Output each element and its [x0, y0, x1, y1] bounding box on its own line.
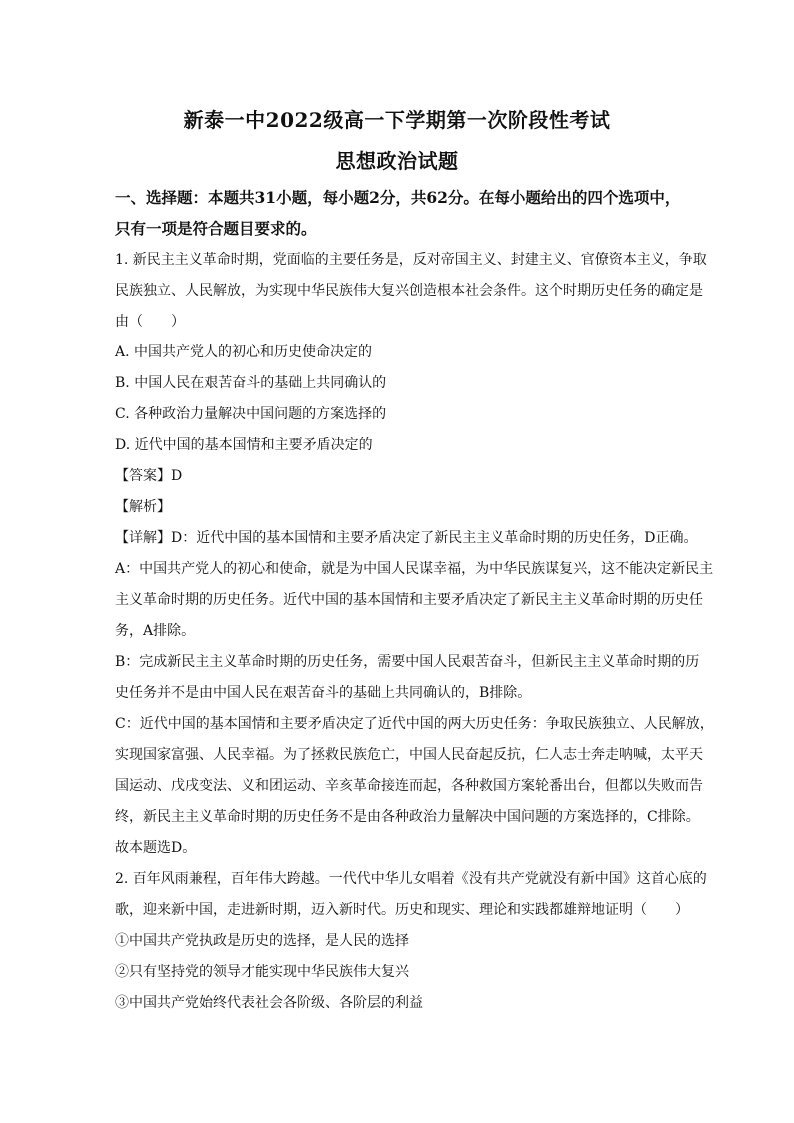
analysis-line: C：近代中国的基本国情和主要矛盾决定了近代中国的两大历史任务：争取民族独立、人民解放，	[115, 716, 714, 732]
analysis-line: 务，A排除。	[115, 623, 196, 639]
analysis-line: 故本题选D。	[115, 840, 197, 856]
question-1-stem: 民族独立、人民解放，为实现中华民族伟大复兴创造根本社会条件。这个时期历史任务的确定是	[115, 283, 703, 299]
exam-title: 新泰一中2022级高一下学期第一次阶段性考试	[183, 108, 611, 132]
analysis-line: 实现国家富强、人民幸福。为了拯救民族危亡，中国人民奋起反抗，仁人志士奔走呐喊，太平天	[115, 747, 703, 763]
answer: 【答案】D	[115, 468, 183, 484]
analysis-line: A：中国共产党人的初心和使命，就是为中国人民谋幸福，为中华民族谋复兴，这不能决定新民主	[115, 561, 714, 577]
analysis-line: 国运动、戊戌变法、义和团运动、辛亥革命接连而起，各种救国方案轮番出台，但都以失败而告	[115, 778, 703, 794]
question-2-stem: 2. 百年风雨兼程，百年伟大跨越。一代代中华儿女唱着《没有共产党就没有新中国》这首心底的	[115, 871, 707, 887]
exam-subtitle: 思想政治试题	[335, 149, 459, 173]
analysis-line: 史任务并不是由中国人民在艰苦奋斗的基础上共同确认的，B排除。	[115, 685, 532, 701]
section-heading: 一、选择题：本题共31小题，每小题2分，共62分。在每小题给出的四个选项中，	[115, 188, 681, 207]
question-2-item: ②只有坚持党的领导才能实现中华民族伟大复兴	[115, 964, 409, 980]
option-d: D. 近代中国的基本国情和主要矛盾决定的	[115, 437, 373, 453]
analysis-line: 终，新民主主义革命时期的历史任务不是由各种政治力量解决中国问题的方案选择的，C排除。	[115, 809, 700, 825]
question-2-item: ①中国共产党执政是历史的选择，是人民的选择	[115, 933, 409, 949]
analysis-line: 主义革命时期的历史任务。近代中国的基本国情和主要矛盾决定了新民主主义革命时期的历史任	[115, 592, 703, 608]
option-a: A. 中国共产党人的初心和历史使命决定的	[115, 344, 373, 360]
analysis-label: 【解析】	[115, 499, 171, 515]
section-heading: 只有一项是符合题目要求的。	[115, 219, 317, 238]
option-b: B. 中国人民在艰苦奋斗的基础上共同确认的	[115, 375, 387, 391]
question-2-item: ③中国共产党始终代表社会各阶级、各阶层的利益	[115, 995, 423, 1011]
question-1-stem: 由（ ）	[115, 314, 185, 330]
question-1-stem: 1. 新民主主义革命时期，党面临的主要任务是，反对帝国主义、封建主义、官僚资本主义，争取	[115, 252, 707, 268]
analysis-line: B：完成新民主主义革命时期的历史任务，需要中国人民艰苦奋斗，但新民主主义革命时期的历	[115, 654, 700, 670]
option-c: C. 各种政治力量解决中国问题的方案选择的	[115, 406, 387, 422]
analysis-line: 【详解】D：近代中国的基本国情和主要矛盾决定了新民主主义革命时期的历史任务，D正确。	[115, 530, 698, 546]
question-2-stem: 歌，迎来新中国，走进新时期，迈入新时代。历史和现实、理论和实践都雄辩地证明（ ）	[115, 902, 689, 918]
